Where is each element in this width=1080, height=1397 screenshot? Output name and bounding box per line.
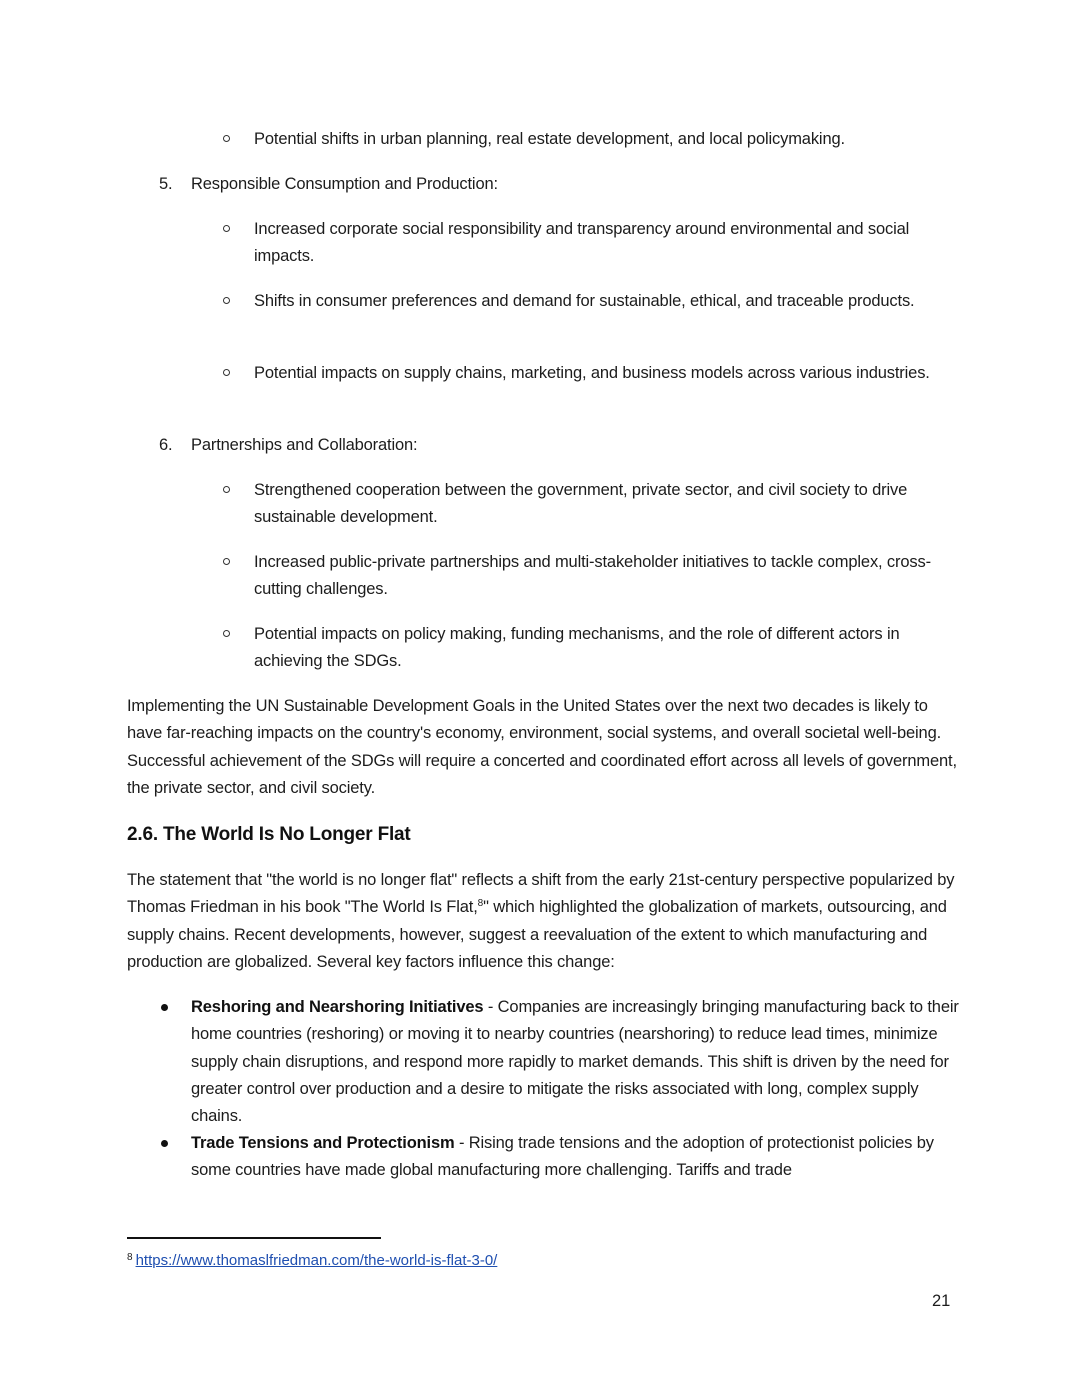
hollow-circle-bullet-icon xyxy=(223,225,230,232)
footnote-mark: 8 xyxy=(127,1252,133,1263)
numbered-item-5 xyxy=(159,171,859,198)
list-subitem xyxy=(254,360,964,387)
intro-text: " which highlighted the globalization of markets, outsourcing, and supply chains. Recent developments, however, suggest a reevaluation of the extent to which manufacturing and production are globalized. Several key factors influence this change: xyxy=(127,898,947,971)
hollow-circle-bullet-icon xyxy=(223,630,230,637)
list-subitem xyxy=(254,477,964,532)
list-item-label: Responsible Consumption and Production: xyxy=(191,175,498,193)
list-number: 5. xyxy=(159,175,173,193)
filled-circle-bullet-icon xyxy=(161,1004,168,1011)
hollow-circle-bullet-icon xyxy=(223,297,230,304)
page-number: 21 xyxy=(932,1292,951,1310)
footnote xyxy=(127,1247,497,1272)
bullet-text: - Rising trade tensions and the adoption of protectionist policies by some countries have made global manufacturing more challenging. Tariffs and trade xyxy=(191,1134,934,1180)
intro-paragraph xyxy=(127,867,957,976)
footnote-link[interactable]: https://www.thomaslfriedman.com/the-world-is-flat-3-0/ xyxy=(135,1252,498,1269)
list-subitem xyxy=(254,216,964,271)
list-subitem xyxy=(254,126,964,153)
list-item-label: Partnerships and Collaboration: xyxy=(191,436,418,454)
bullet-title: Trade Tensions and Protectionism xyxy=(191,1134,455,1152)
hollow-circle-bullet-icon xyxy=(223,558,230,565)
list-subitem-text: Increased corporate social responsibility and transparency around environmental and social impacts. xyxy=(254,220,910,266)
intro-text: The statement that "the world is no longer flat" reflects a shift from the early 21st-century perspective popularized by Thomas Friedman in his book "The World Is Flat, xyxy=(127,871,955,917)
list-subitem-text: Strengthened cooperation between the government, private sector, and civil society to drive sustainable development. xyxy=(254,481,908,527)
numbered-item-6 xyxy=(159,432,859,459)
hollow-circle-bullet-icon xyxy=(223,135,230,142)
summary-paragraph: Implementing the UN Sustainable Development Goals in the United States over the next two decades is likely to have far-reaching impacts on the country's economy, environment, social systems, and overall societal well-being. Successful achievement of the SDGs will require a concerted and coordinated effort across all levels of government, the private sector, and civil society. xyxy=(127,697,957,797)
list-number: 6. xyxy=(159,436,173,454)
filled-circle-bullet-icon xyxy=(161,1140,168,1147)
list-subitem xyxy=(254,621,964,676)
footnote-reference[interactable]: 8 xyxy=(477,898,484,910)
list-subitem-text: Potential shifts in urban planning, real estate development, and local policymaking. xyxy=(254,130,845,148)
list-subitem-text: Potential impacts on policy making, funding mechanisms, and the role of different actors in achieving the SDGs. xyxy=(254,625,900,671)
bullet-text: - Companies are increasingly bringing manufacturing back to their home countries (reshoring) or moving it to nearby countries (nearshoring) to reduce lead times, minimize supply chain disruptions, and respond more rapidly to market demands. This shift is driven by the need for greater control over production and a desire to mitigate the risks associated with long, complex supply chains. xyxy=(191,998,959,1126)
hollow-circle-bullet-icon xyxy=(223,369,230,376)
list-subitem xyxy=(254,288,964,315)
list-subitem-text: Shifts in consumer preferences and demand for sustainable, ethical, and traceable products. xyxy=(254,292,915,310)
bullet-item-trade-tensions xyxy=(191,1130,961,1185)
section-heading: 2.6. The World Is No Longer Flat xyxy=(127,824,411,845)
list-subitem-text: Increased public-private partnerships and multi-stakeholder initiatives to tackle complex, cross-cutting challenges. xyxy=(254,553,931,599)
hollow-circle-bullet-icon xyxy=(223,486,230,493)
bullet-item-reshoring xyxy=(191,994,961,1130)
list-subitem-text: Potential impacts on supply chains, marketing, and business models across various industries. xyxy=(254,364,930,382)
list-subitem xyxy=(254,549,964,604)
footnote-separator xyxy=(127,1237,381,1239)
bullet-title: Reshoring and Nearshoring Initiatives xyxy=(191,998,484,1016)
